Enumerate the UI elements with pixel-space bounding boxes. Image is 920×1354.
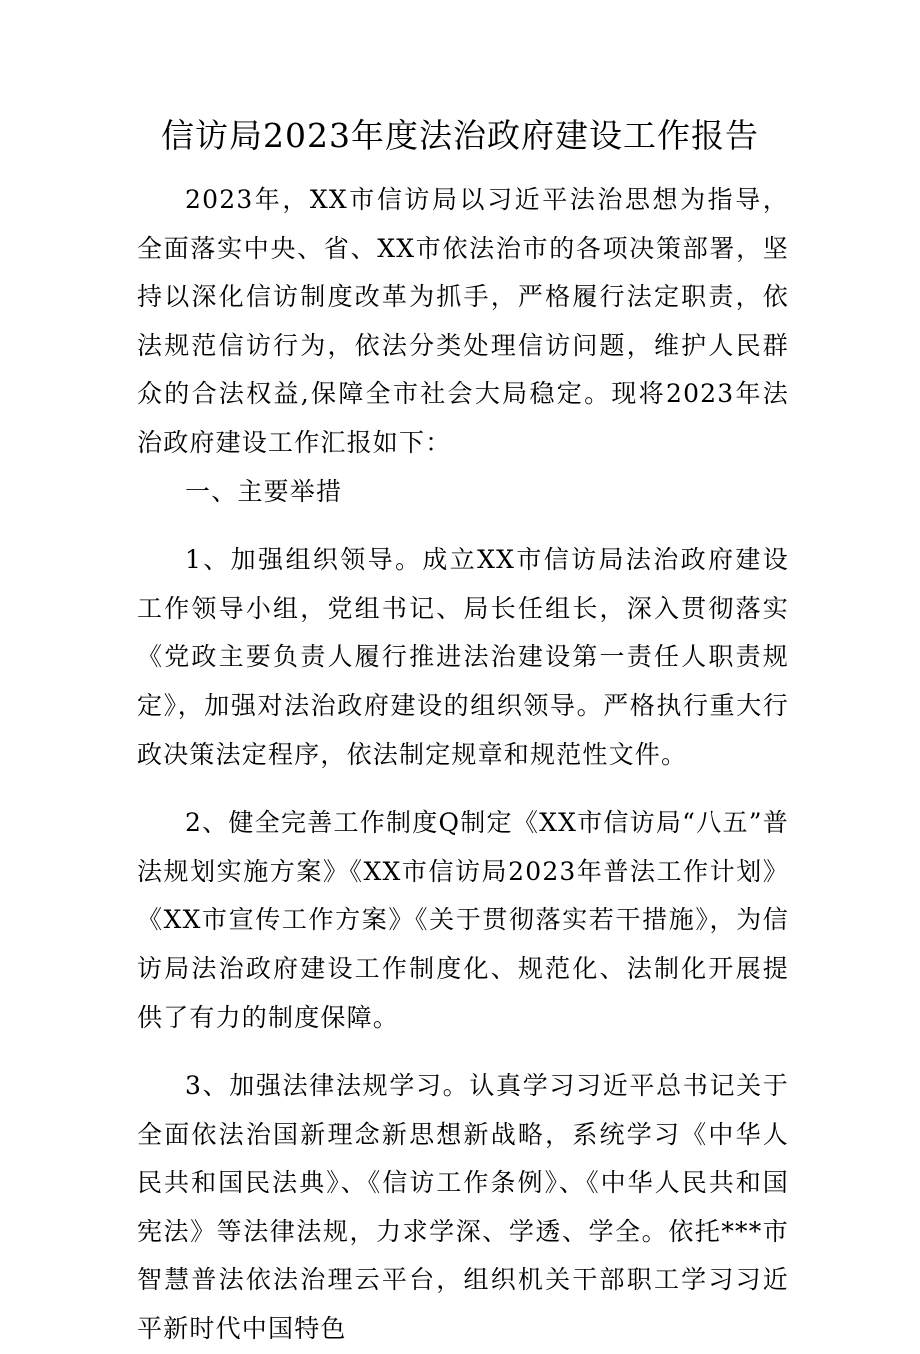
- item-paragraph-1: 1、加强组织领导。成立XX市信访局法治政府建设工作领导小组，党组书记、局长任组长，深入贯彻落实《党政主要负责人履行推进法治建设第一责任人职责规定》，加强对法治政府建设的组织领导。严格执行重大行政决策法定程序，依法制定规章和规范性文件。: [137, 545, 789, 769]
- section-heading: 一、主要举措: [185, 476, 343, 506]
- document-body: [137, 176, 789, 1354]
- item-paragraph-2: 2、健全完善工作制度Q制定《XX市信访局“八五”普法规划实施方案》《XX市信访局2023年普法工作计划》《XX市宣传工作方案》《关于贯彻落实若干措施》，为信访局法治政府建设工作制度化、规范化、法制化开展提供了有力的制度保障。: [137, 808, 789, 1032]
- intro-paragraph: 2023年，XX市信访局以习近平法治思想为指导，全面落实中央、省、XX市依法治市的各项决策部署，坚持以深化信访制度改革为抓手，严格履行法定职责，依法规范信访行为，依法分类处理信访问题，维护人民群众的合法权益,保障全市社会大局稳定。现将2023年法治政府建设工作汇报如下：: [137, 185, 789, 457]
- document-title: 信访局2023年度法治政府建设工作报告: [161, 116, 759, 155]
- item-paragraph-3: 3、加强法律法规学习。认真学习习近平总书记关于全面依法治国新理念新思想新战略，系统学习《中华人民共和国民法典》、《信访工作条例》、《中华人民共和国宪法》等法律法规，力求学深、学透、学全。依托***市智慧普法依法治理云平台，组织机关干部职工学习习近平新时代中国特色: [137, 1071, 789, 1344]
